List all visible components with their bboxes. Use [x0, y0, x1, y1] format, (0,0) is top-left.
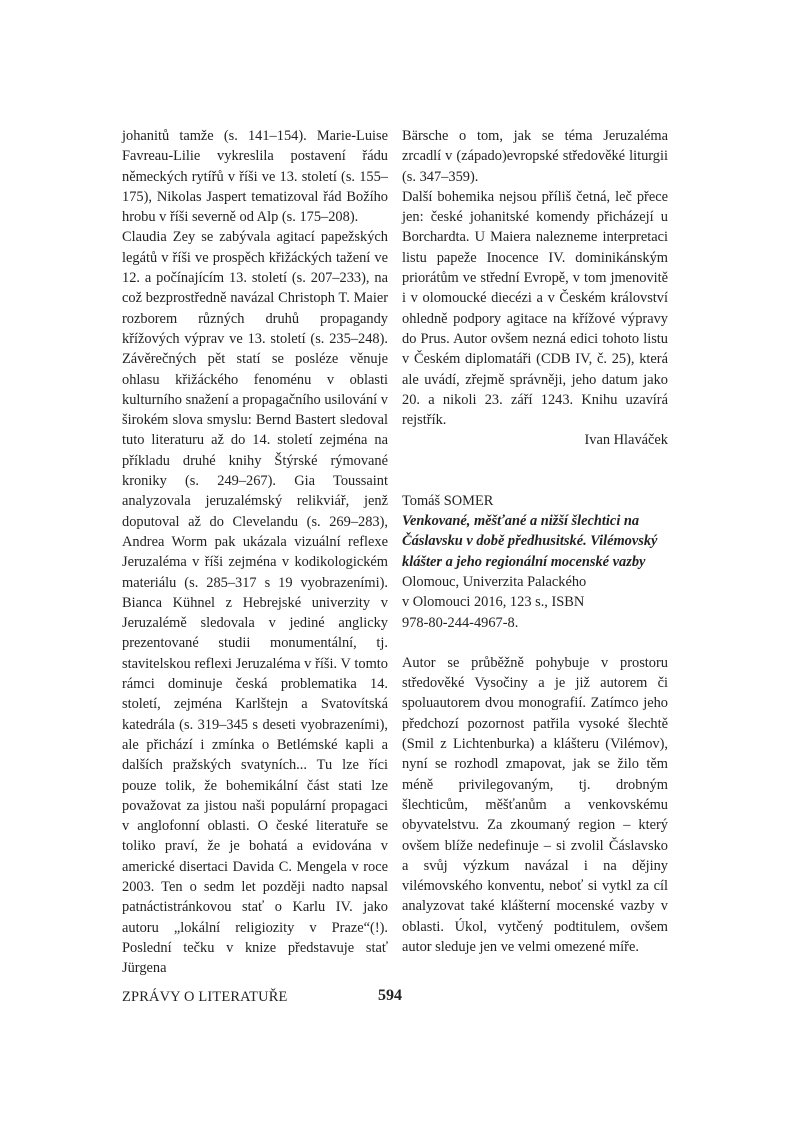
review-publisher-line-1: Olomouc, Univerzita Palackého [402, 573, 587, 590]
review-author: Tomáš SOMER [402, 492, 494, 509]
review-body: Autor se průběžně pohybuje v prostoru středověké Vysočiny a je již autorem či spoluautorem dvou monografií. Zatímco jeho předchozí pozornost patřila vysoké šlechtě (Smil z Lichtenburka) a klášteru (Vilémov), nyní se rozhodl zmapovat, jak se žilo těm méně privilegovaným, tj. drobným šlechticům, měšťanům a venkovskému obyvatelstvu. Za zkoumaný region – který ovšem blíže nedefinuje – si zvolil Čáslavsko a svůj výzkum navázal i na dějiny vilémovského konventu, neboť si vytkl za cíl analyzovat také klášterní mocenské vazby v oblasti. Úkol, vytčený podtitulem, ovšem autor sleduje jen ve velmi omezené míře. [402, 654, 668, 955]
left-paragraph-1: johanitů tamže (s. 141–154). Marie-Luise Favreau-Lilie vykreslila postavení řádu německých rytířů v říši ve 13. století (s. 155–175), Nikolas Jaspert tematizoval řád Božího hrobu v říši severně od Alp (s. 175–208). [122, 128, 388, 226]
section-title: ZPRÁVY O LITERATUŘE [122, 989, 288, 1005]
right-paragraph-1: Bärsche o tom, jak se téma Jeruzaléma zrcadlí v (západo)evropské středověké liturgii (s. 347–359). [402, 128, 668, 185]
spacer [402, 633, 668, 653]
right-paragraph-2: Další bohemika nejsou příliš četná, leč přece jen: české johanitské komendy přicházejí u Borchardta. U Maiera nalezneme interpretaci listu papeže Inocence IV. dominikánským priorátům ve střední Evropě, v tom jmenovitě i v olomoucké diecézi a v Českém království ohledně podpory agitace na křížové výpravy do Prus. Autor ovšem nezná edici tohoto listu v Českém diplomatáři (CDB IV, č. 25), která ale uvádí, zřejmě správněji, jeho datum jako 20. a nikoli 23. září 1243. Knihu uzavírá rejstřík. [402, 188, 668, 429]
spacer [402, 451, 668, 491]
review-publisher-line-2: v Olomouci 2016, 123 s., ISBN [402, 594, 585, 611]
review-signature: Ivan Hlaváček [584, 432, 668, 449]
page-number: 594 [378, 987, 402, 1004]
left-paragraph-2: Claudia Zey se zabývala agitací papežských legátů v říši ve prospěch křižáckých tažení ve 12. a počínajícím 13. století (s. 207–233), na což bezprostředně navázal Christoph T. Maier rozborem různých druhů propagandy křížových výprav ve 13. století (s. 235–248). Závěrečných pět statí se posléze věnuje ohlasu křižáckého fenoménu v oblasti kulturního snažení a propagačního usilování v širokém slova smyslu: Bernd Bastert sledoval tuto literaturu až do 14. století zejména na příkladu druhé knihy Štýrské rýmované kroniky (s. 249–267). Gia Toussaint analyzovala jeruzalémský relikviář, jenž doputoval až do Clevelandu (s. 269–283), Andrea Worm pak ukázala vizuální reflexe Jeruzaléma v říši zejména v kodikologickém materiálu (s. 285–317 s 19 vyobrazeními). Bianca Kühnel z Hebrejské univerzity v Jeruzalémě sledovala v jediné anglicky prezentované studii monumentální, tj. stavitelskou reflexi Jeruzaléma v říši. V tomto rámci dominuje česká problematika 14. století, zejména Karlštejn a Svatovítská katedrála (s. 319–345 s deseti vyobrazeními), ale přichází i zmínka o Betlémské kapli a dalších pražských svatyních... Tu lze říci pouze tolik, že bohemikální část stati lze považovat za jistou naši populární propagaci v anglofonní oblasti. O české literatuře se toliko praví, že je bohatá a evidována v americké disertaci Davida C. Mengela v roce 2003. Ten o sedm let později nadto napsal patnáctistránkovou stať o Karlu IV. jako autoru „lokální religiozity v Praze“(!). Poslední tečku v knize představuje stať Jürgena [122, 229, 388, 977]
review-isbn: 978-80-244-4967-8. [402, 614, 519, 631]
left-column [122, 126, 388, 978]
review-book-title: Venkované, měšťané a nižší šlechtici na Čáslavsku v době předhusitské. Vilémovský klášter a jeho regionální mocenské vazby [402, 513, 658, 570]
right-column [402, 126, 668, 957]
